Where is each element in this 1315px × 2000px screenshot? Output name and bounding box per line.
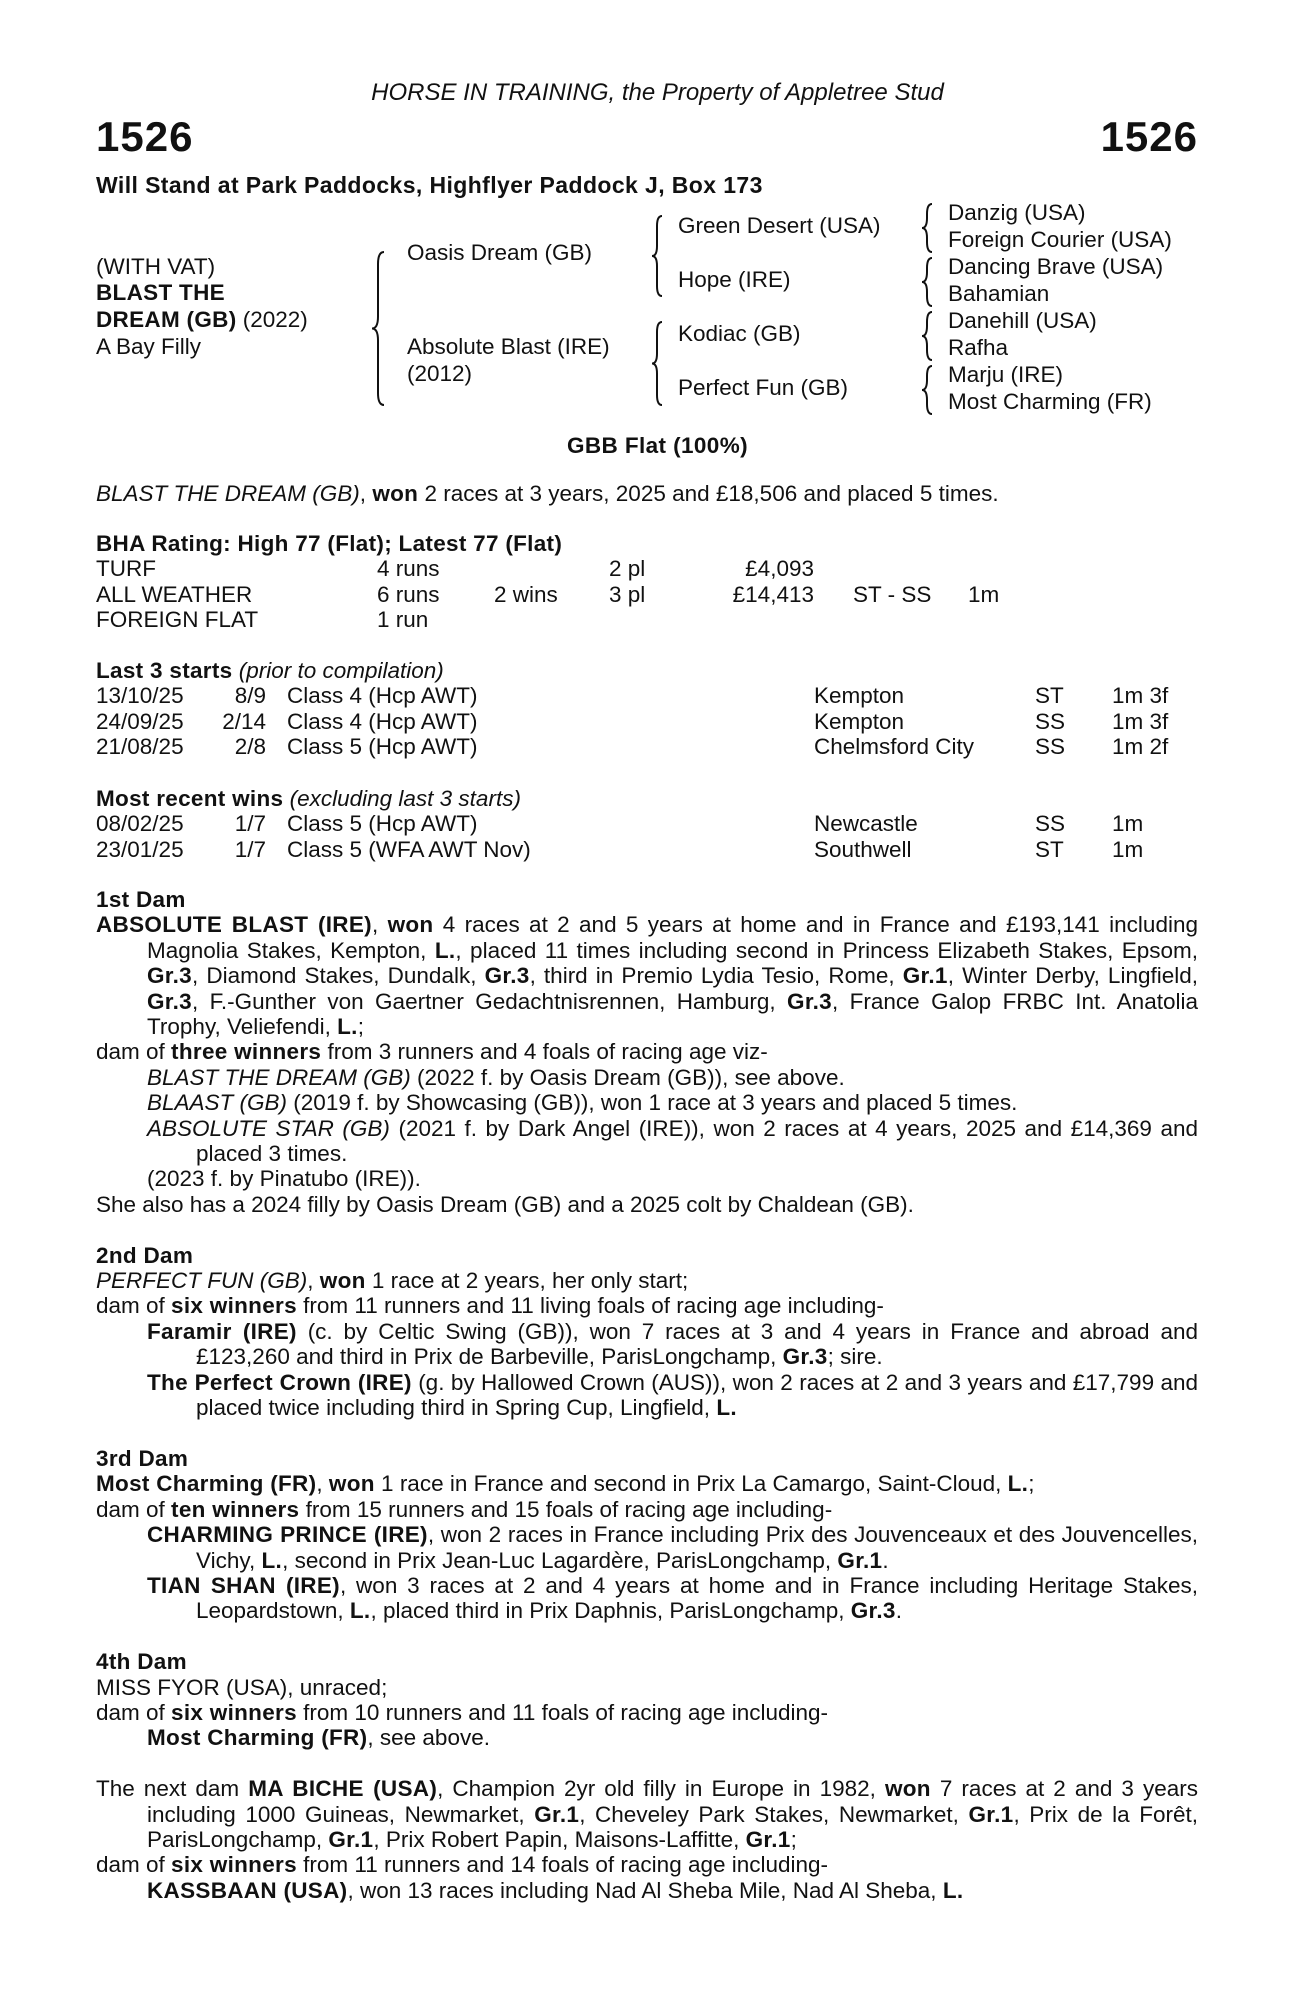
table-row [96, 811, 1198, 836]
last-starts-block [96, 658, 1198, 760]
text: The next dam [96, 1776, 249, 1802]
cell-prize: £4,093 [745, 556, 814, 582]
bold-text: KASSBAAN (USA) [147, 1877, 348, 1903]
text: dam of [96, 1293, 172, 1319]
text: , placed third in Prix Daphnis, ParisLongchamp, [370, 1598, 851, 1624]
text: from 10 runners and 11 foals of racing age including- [296, 1699, 829, 1725]
rating-heading: BHA Rating: High 77 (Flat); Latest 77 (Flat) [96, 531, 563, 556]
cell-course: Chelmsford City [814, 734, 975, 760]
bold-text: won [884, 1776, 931, 1802]
great-grandparent: Danzig (USA) [948, 200, 1086, 225]
text: ; [790, 1826, 797, 1852]
cell-date: 21/08/25 [96, 734, 184, 760]
rating-block [96, 531, 1198, 633]
text: . [895, 1598, 902, 1624]
cell-course: Kempton [814, 708, 905, 734]
bold-text: Gr.3 [782, 1344, 828, 1370]
great-grandparent: Rafha [948, 335, 1009, 360]
text: (2023 f. by Pinatubo (IRE)). [147, 1166, 421, 1192]
dam-section [96, 887, 1198, 1217]
text: from 11 runners and 11 living foals of racing age including- [296, 1293, 884, 1319]
foaling-year: (2022) [236, 307, 308, 332]
great-grandparent: Danehill (USA) [948, 308, 1097, 333]
cell-pos: 2/14 [222, 708, 266, 734]
gbb-eligibility: GBB Flat (100%) [566, 433, 749, 458]
grandparent: Hope (IRE) [678, 267, 791, 292]
pedigree-paragraph [96, 1522, 1198, 1573]
cell-surf: ST [1035, 683, 1064, 709]
bold-text: six winners [171, 1852, 297, 1878]
great-grandparent: Foreign Courier (USA) [948, 227, 1172, 252]
cell-dist: 1m 3f [1112, 708, 1169, 734]
text: She also has a 2024 filly by Oasis Dream (GB) and a 2025 colt by Chaldean (GB). [96, 1191, 914, 1217]
italic-text: PERFECT FUN (GB) [96, 1268, 308, 1294]
bold-text: L. [1007, 1471, 1029, 1497]
cell-going: ST - SS [853, 581, 932, 607]
cell-cls: Class 5 (Hcp AWT) [287, 811, 478, 837]
text: , third in Premio Lydia Tesio, Rome, [529, 963, 903, 989]
dam-sections [96, 887, 1198, 1903]
text: 1 race in France and second in Prix La Camargo, Saint-Cloud, [374, 1471, 1008, 1497]
great-grandparent: Bahamian [948, 281, 1050, 306]
text: from 15 runners and 15 foals of racing age including- [299, 1496, 833, 1522]
brace-icon [922, 258, 932, 306]
text: , second in Prix Jean-Luc Lagardère, ParisLongchamp, [282, 1547, 838, 1573]
text: , won 2 races in France including Prix des Jouvenceaux et des Jouvencelles, Vichy, [196, 1522, 1199, 1573]
text: , won 13 races including Nad Al Sheba Mile, Nad Al Sheba, [347, 1877, 943, 1903]
cell-surf: SS [1035, 708, 1066, 734]
pedigree-paragraph [96, 1675, 1198, 1700]
text: , Diamond Stakes, Dundalk, [191, 963, 485, 989]
text: , F.-Gunther von Gaertner Gedachtnisrennen, Hamburg, [191, 988, 788, 1014]
cell-date: 23/01/25 [96, 836, 184, 862]
bold-text: ten winners [171, 1496, 300, 1522]
text: , [316, 1471, 329, 1497]
bold-text: Gr.1 [968, 1801, 1014, 1827]
dam-section [96, 1243, 1198, 1421]
cell-surface: TURF [96, 556, 156, 582]
text: . [882, 1547, 889, 1573]
text: 4 races at 2 and 5 years at home and in France and £193,141 including Magnolia Stakes, Kempton, [147, 912, 1198, 963]
text: dam of [96, 1496, 172, 1522]
cell-surf: SS [1035, 734, 1066, 760]
recent-wins-note: (excluding last 3 starts) [283, 786, 521, 811]
text: , [359, 481, 373, 506]
dam: Absolute Blast (IRE) [407, 334, 610, 359]
cell-surf: SS [1035, 811, 1066, 837]
bold-text: ABSOLUTE BLAST (IRE) [96, 912, 372, 938]
cell-date: 13/10/25 [96, 683, 184, 709]
bold-text: Gr.3 [147, 988, 192, 1014]
cell-surface: FOREIGN FLAT [96, 607, 259, 633]
dam-section [96, 1446, 1198, 1624]
text: (g. by Hallowed Crown (AUS)), won 2 races at 2 and 3 years and £17,799 and placed twice including third in Spring Cup, Lingfield, [196, 1369, 1198, 1421]
cell-runs: 4 runs [377, 556, 440, 582]
horse-name-line1: BLAST THE [96, 280, 225, 305]
pedigree-paragraph [96, 1471, 1198, 1496]
cell-surf: ST [1035, 836, 1064, 862]
cell-course: Kempton [814, 683, 905, 709]
horse-name: DREAM (GB) [96, 307, 237, 332]
cell-pos: 2/8 [234, 734, 266, 760]
text: (2022 f. by Oasis Dream (GB)), see above. [410, 1064, 845, 1090]
bold-text: Gr.3 [484, 963, 530, 989]
italic-text: BLAST THE DREAM (GB) [147, 1064, 411, 1090]
recent-wins-heading: Most recent wins [96, 786, 284, 811]
text: ; [1028, 1471, 1035, 1497]
cell-placed: 3 pl [609, 581, 646, 607]
bold-text: MA BICHE (USA) [248, 1776, 438, 1802]
bold-text: won [328, 1471, 375, 1497]
pedigree-paragraph [96, 912, 1198, 1039]
last-starts-note: (prior to compilation) [232, 658, 444, 683]
bold-text: three winners [171, 1039, 322, 1065]
lot-number-left: 1526 [96, 113, 194, 160]
pedigree-paragraph [96, 1776, 1198, 1852]
brace-icon [922, 204, 932, 252]
brace-icon [372, 252, 384, 405]
cell-dist: 1m [968, 581, 1000, 607]
pedigree-paragraph [96, 1039, 1198, 1064]
text: ; [357, 1014, 364, 1040]
great-grandparent: Dancing Brave (USA) [948, 254, 1164, 279]
text: , Winter Derby, Lingfield, [947, 963, 1198, 989]
bold-text: Faramir (IRE) [147, 1318, 297, 1344]
brace-icon [922, 312, 932, 360]
text: from 11 runners and 14 foals of racing age including- [296, 1852, 829, 1878]
pedigree-paragraph [96, 1725, 1198, 1750]
section-heading: 2nd Dam [96, 1242, 194, 1268]
bold-text: Gr.3 [787, 988, 832, 1014]
bold-text: Gr.1 [328, 1826, 374, 1852]
brace-icon [652, 322, 662, 405]
text: MISS FYOR (USA), unraced; [96, 1674, 388, 1700]
pedigree-paragraph [96, 1293, 1198, 1318]
text: , Prix Robert Papin, Maisons-Laffitte, [373, 1826, 746, 1852]
pedigree-paragraph [96, 1166, 1198, 1191]
bold-text: won [319, 1268, 366, 1294]
text: , placed 11 times including second in Princess Elizabeth Stakes, Epsom, [455, 937, 1198, 963]
text: , France Galop FRBC Int. Anatolia Trophy, Veliefendi, [147, 988, 1198, 1040]
pedigree-paragraph [96, 1370, 1198, 1421]
text: dam of [96, 1039, 172, 1065]
bold-text: L. [716, 1395, 737, 1421]
brace-icon [922, 366, 932, 414]
cell-dist: 1m [1112, 811, 1144, 837]
text: 1 race at 2 years, her only start; [365, 1268, 689, 1294]
cell-runs: 6 runs [377, 581, 440, 607]
text: dam of [96, 1852, 172, 1878]
pedigree-paragraph [96, 1852, 1198, 1877]
text: dam of [96, 1699, 172, 1725]
bold-text: six winners [171, 1293, 297, 1319]
bold-text: The Perfect Crown (IRE) [147, 1369, 412, 1395]
catalogue-header: HORSE IN TRAINING, the Property of Appletree Stud [371, 79, 944, 106]
bold-text: L. [942, 1877, 964, 1903]
dam-section [96, 1776, 1198, 1903]
bold-text: Gr.3 [850, 1598, 896, 1624]
cell-cls: Class 5 (WFA AWT Nov) [287, 836, 531, 862]
text: (c. by Celtic Swing (GB)), won 7 races at 3 and 4 years in France and abroad and £123,260 and third in Prix de Barbeville, ParisLongchamp, [196, 1318, 1198, 1370]
sire: Oasis Dream (GB) [407, 240, 593, 265]
cell-placed: 2 pl [609, 556, 646, 582]
horse-description: A Bay Filly [96, 334, 202, 359]
bold-text: L. [261, 1547, 283, 1573]
italic-text: BLAST THE DREAM (GB) [96, 481, 360, 506]
lot-number-right: 1526 [1100, 113, 1198, 160]
cell-dist: 1m 3f [1112, 683, 1169, 709]
text: , Prix de la Forêt, ParisLongchamp, [147, 1801, 1199, 1852]
cell-pos: 1/7 [234, 836, 266, 862]
great-grandparent: Most Charming (FR) [948, 389, 1152, 414]
grandparent: Kodiac (GB) [678, 321, 801, 346]
table-row [96, 556, 1198, 581]
bold-text: TIAN SHAN (IRE) [147, 1572, 340, 1598]
recent-wins-block [96, 786, 1198, 862]
section-heading: 1st Dam [96, 887, 186, 912]
pedigree-paragraph [96, 1065, 1198, 1090]
dam-section [96, 1649, 1198, 1751]
cell-course: Newcastle [814, 811, 918, 837]
cell-cls: Class 4 (Hcp AWT) [287, 708, 478, 734]
race-summary [96, 481, 1198, 506]
brace-icon [652, 216, 662, 296]
text: , [371, 912, 388, 938]
pedigree-paragraph [96, 1319, 1198, 1370]
cell-prize: £14,413 [732, 581, 814, 607]
text: , [307, 1268, 320, 1294]
cell-dist: 1m 2f [1112, 734, 1169, 760]
table-row [96, 683, 1198, 708]
bold-text: Most Charming (FR) [96, 1471, 317, 1497]
bold-text: L. [434, 937, 456, 963]
bold-text: L. [349, 1598, 371, 1624]
pedigree-paragraph [96, 1573, 1198, 1624]
bold-text: Gr.3 [147, 963, 192, 989]
pedigree-paragraph [96, 1090, 1198, 1115]
dam-year: (2012) [407, 361, 473, 386]
text: 7 races at 2 and 3 years including 1000 Guineas, Newmarket, [147, 1776, 1198, 1827]
cell-cls: Class 5 (Hcp AWT) [287, 734, 478, 760]
cell-wins: 2 wins [494, 581, 558, 607]
table-row [96, 607, 1198, 632]
table-row [96, 734, 1198, 759]
table-row [96, 709, 1198, 734]
bold-text: Gr.1 [902, 963, 948, 989]
stable-location: Will Stand at Park Paddocks, Highflyer Paddock J, Box 173 [96, 172, 763, 198]
pedigree-paragraph [96, 1878, 1198, 1903]
bold-text: L. [337, 1014, 358, 1040]
table-row [96, 837, 1198, 862]
bold-text: Gr.1 [837, 1547, 883, 1573]
text: , Champion 2yr old filly in Europe in 1982, [437, 1776, 885, 1802]
table-row [96, 582, 1198, 607]
text: (2019 f. by Showcasing (GB)), won 1 race at 3 years and placed 5 times. [287, 1090, 1018, 1116]
text: , see above. [367, 1725, 490, 1751]
bold-text: Most Charming (FR) [147, 1725, 368, 1751]
cell-cls: Class 4 (Hcp AWT) [287, 683, 478, 709]
cell-pos: 1/7 [234, 811, 266, 837]
bold-text: six winners [171, 1699, 297, 1725]
cell-course: Southwell [814, 836, 912, 862]
section-heading: 3rd Dam [96, 1445, 189, 1471]
pedigree-paragraph [96, 1268, 1198, 1293]
section-heading: 4th Dam [96, 1649, 187, 1675]
pedigree-paragraph [96, 1192, 1198, 1217]
pedigree-paragraph [96, 1116, 1198, 1167]
bold-text: Gr.1 [534, 1801, 580, 1827]
text: , Cheveley Park Stakes, Newmarket, [579, 1801, 969, 1827]
text: ; sire. [827, 1344, 883, 1370]
text: from 3 runners and 4 foals of racing age viz- [321, 1039, 768, 1065]
grandparent: Green Desert (USA) [678, 213, 881, 238]
bold-text: won [372, 481, 419, 506]
cell-date: 24/09/25 [96, 708, 184, 734]
italic-text: BLAAST (GB) [147, 1090, 288, 1116]
pedigree-paragraph [96, 1497, 1198, 1522]
great-grandparent: Marju (IRE) [948, 362, 1064, 387]
cell-pos: 8/9 [234, 683, 266, 709]
italic-text: ABSOLUTE STAR (GB) [147, 1115, 390, 1141]
bold-text: won [387, 912, 434, 938]
last-starts-heading: Last 3 starts [96, 658, 233, 683]
bold-text: Gr.1 [745, 1826, 791, 1852]
text: (2021 f. by Dark Angel (IRE)), won 2 races at 4 years, 2025 and £14,369 and placed 3 times. [196, 1115, 1198, 1167]
text: 2 races at 3 years, 2025 and £18,506 and placed 5 times. [418, 481, 999, 506]
cell-dist: 1m [1112, 836, 1144, 862]
cell-runs: 1 run [377, 607, 429, 633]
pedigree-paragraph [96, 1700, 1198, 1725]
cell-surface: ALL WEATHER [96, 581, 253, 607]
text: , won 3 races at 2 and 4 years at home and in France including Heritage Stakes, Leopardstown, [196, 1572, 1199, 1624]
bold-text: CHARMING PRINCE (IRE) [147, 1522, 428, 1548]
grandparent: Perfect Fun (GB) [678, 375, 849, 400]
horse-name-line2 [96, 307, 308, 333]
cell-date: 08/02/25 [96, 811, 184, 837]
vat-note: (WITH VAT) [96, 254, 216, 279]
